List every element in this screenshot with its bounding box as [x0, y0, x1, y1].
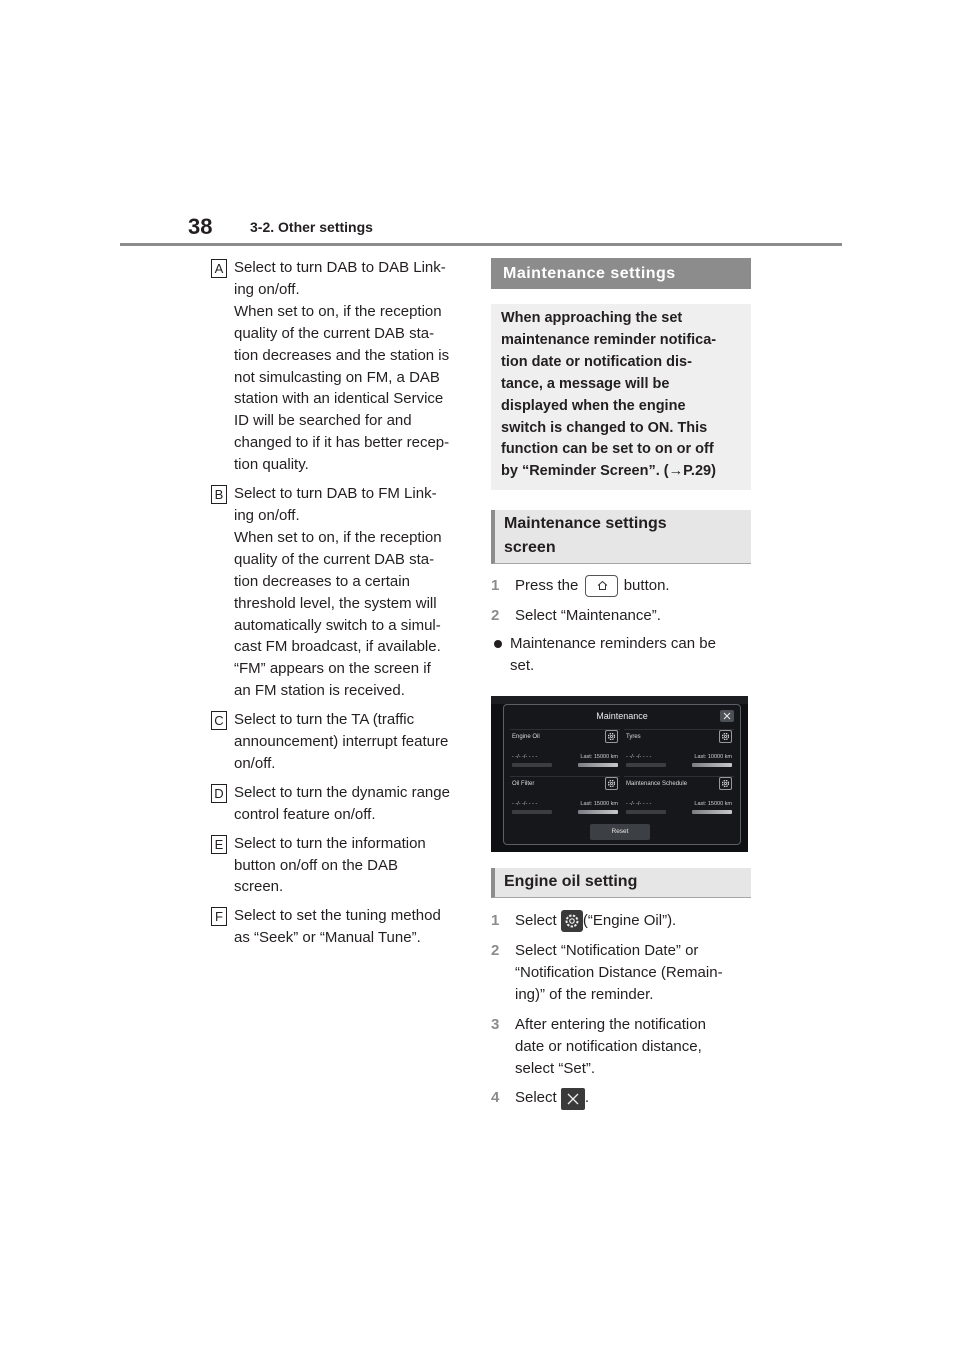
close-button-glyph — [561, 1088, 585, 1110]
step-text: Select “Notification Date” or “Notification Distance (Remain- ing)” of the reminder. — [515, 942, 723, 1003]
cell-bar — [692, 810, 732, 814]
list-item — [211, 709, 471, 775]
engine-oil-heading: Engine oil setting — [491, 868, 751, 898]
cell-label: Maintenance Schedule — [626, 781, 688, 787]
intro-box: When approaching the set maintenance reminder notifica- tion date or notification dis- tance, a message will be displayed when the engine switch is changed to ON. This function can be set to on or off by “Reminder Screen”. (→P.29) — [491, 304, 751, 490]
step-number: 1 — [491, 912, 500, 929]
home-icon — [597, 580, 608, 591]
gear-icon — [564, 913, 580, 929]
step — [491, 1087, 751, 1109]
step-text: After entering the notification date or notification distance, select “Set”. — [515, 1015, 706, 1077]
screen-heading: Maintenance settings screen — [491, 510, 751, 564]
bullet-dot — [494, 640, 502, 648]
home-button — [585, 575, 618, 597]
section-title: 3-2. Other settings — [250, 219, 373, 235]
cell-bar — [512, 763, 552, 767]
cell-bar — [692, 763, 732, 767]
step-text: Select — [515, 1089, 557, 1107]
step-number: 1 — [491, 577, 500, 595]
engine-oil-gear — [561, 910, 583, 932]
step — [491, 1014, 751, 1080]
cell-bar — [512, 810, 552, 814]
maintenance-cell — [624, 776, 734, 823]
cell-gear — [605, 730, 618, 743]
left-column — [211, 257, 471, 956]
maintenance-cell — [510, 729, 620, 776]
list-item — [211, 905, 471, 949]
cell-date: - -/- -/- - - - — [626, 754, 652, 760]
cell-label: Oil Filter — [512, 781, 535, 787]
step-text: button. — [623, 577, 670, 595]
cell-gear — [605, 777, 618, 790]
panel-title: Maintenance — [596, 711, 648, 721]
letter-label: D — [211, 784, 227, 803]
cell-date: - -/- -/- - - - — [626, 801, 652, 807]
cell-label: Engine Oil — [512, 734, 540, 740]
bullet-text: Maintenance reminders can be set. — [510, 635, 716, 675]
maintenance-screenshot — [491, 696, 748, 852]
item-text: Select to set the tuning method as “Seek” or “Manual Tune”. — [234, 907, 441, 947]
step-number: 3 — [491, 1015, 500, 1033]
cell-last: Last: 15000 km — [580, 801, 618, 807]
screen-topbar — [491, 696, 748, 704]
close-icon — [723, 712, 731, 720]
letter-label: C — [211, 711, 227, 730]
cell-last: Last: 15000 km — [580, 754, 618, 760]
header-rule — [120, 243, 842, 246]
reset-button: Reset — [590, 824, 650, 840]
step-number: 4 — [491, 1089, 500, 1107]
maintenance-heading: Maintenance settings — [491, 258, 751, 289]
maintenance-cell — [510, 776, 620, 823]
bullet-item — [491, 633, 751, 677]
cell-label: Tyres — [626, 734, 641, 740]
step-text: Select “Maintenance”. — [515, 607, 661, 625]
item-text: Select to turn the TA (traffic announcement) interrupt feature on/off. — [234, 711, 449, 772]
maintenance-cell — [624, 729, 734, 776]
maintenance-panel — [503, 704, 741, 845]
step-text: (“Engine Oil”). — [582, 912, 677, 929]
letter-label: F — [211, 907, 227, 926]
letter-label: A — [211, 259, 227, 278]
cell-bar — [578, 810, 618, 814]
panel-close-button — [720, 710, 734, 722]
step — [491, 940, 751, 1006]
item-text: Select to turn DAB to FM Link- ing on/off. When set to on, if the reception quality of the current DAB sta- tion decreases to a certain threshold level, the system will automatically switch to a simul- cast FM broadcast, if available. “FM” appears on the screen if an FM station is received. — [234, 485, 442, 700]
list-item — [211, 483, 471, 702]
item-text: Select to turn DAB to DAB Link- ing on/off. When set to on, if the reception quality of the current DAB sta- tion decreases and the station is not simulcasting on FM, a DAB station with an identical Service ID will be searched for and changed to if it has better recep- tion quality. — [234, 259, 450, 474]
close-icon — [566, 1092, 580, 1106]
step-text: . — [584, 1089, 590, 1107]
step — [491, 910, 751, 932]
gear-icon — [721, 732, 730, 741]
step-number: 2 — [491, 942, 500, 960]
list-item — [211, 833, 471, 899]
item-text: Select to turn the dynamic range control feature on/off. — [234, 783, 450, 823]
letter-label: B — [211, 485, 227, 504]
step-text: Select — [515, 912, 557, 929]
gear-icon — [607, 732, 616, 741]
list-item — [211, 782, 471, 826]
cell-bar — [626, 810, 666, 814]
step-text: Press the — [515, 577, 579, 595]
item-text: Select to turn the information button on/off on the DAB screen. — [234, 834, 426, 896]
cell-date: - -/- -/- - - - — [512, 801, 538, 807]
right-column — [491, 258, 751, 1110]
cell-last: Last: 10000 km — [694, 754, 732, 760]
gear-icon — [607, 779, 616, 788]
cell-gear — [719, 730, 732, 743]
page-number: 38 — [188, 214, 213, 239]
letter-label: E — [211, 835, 227, 854]
cell-gear — [719, 777, 732, 790]
cell-date: - -/- -/- - - - — [512, 754, 538, 760]
gear-icon — [721, 779, 730, 788]
step-number: 2 — [491, 607, 500, 625]
list-item — [211, 257, 471, 476]
step — [491, 575, 751, 597]
step — [491, 605, 751, 627]
cell-bar — [578, 763, 618, 767]
cell-bar — [626, 763, 666, 767]
cell-last: Last: 15000 km — [694, 801, 732, 807]
